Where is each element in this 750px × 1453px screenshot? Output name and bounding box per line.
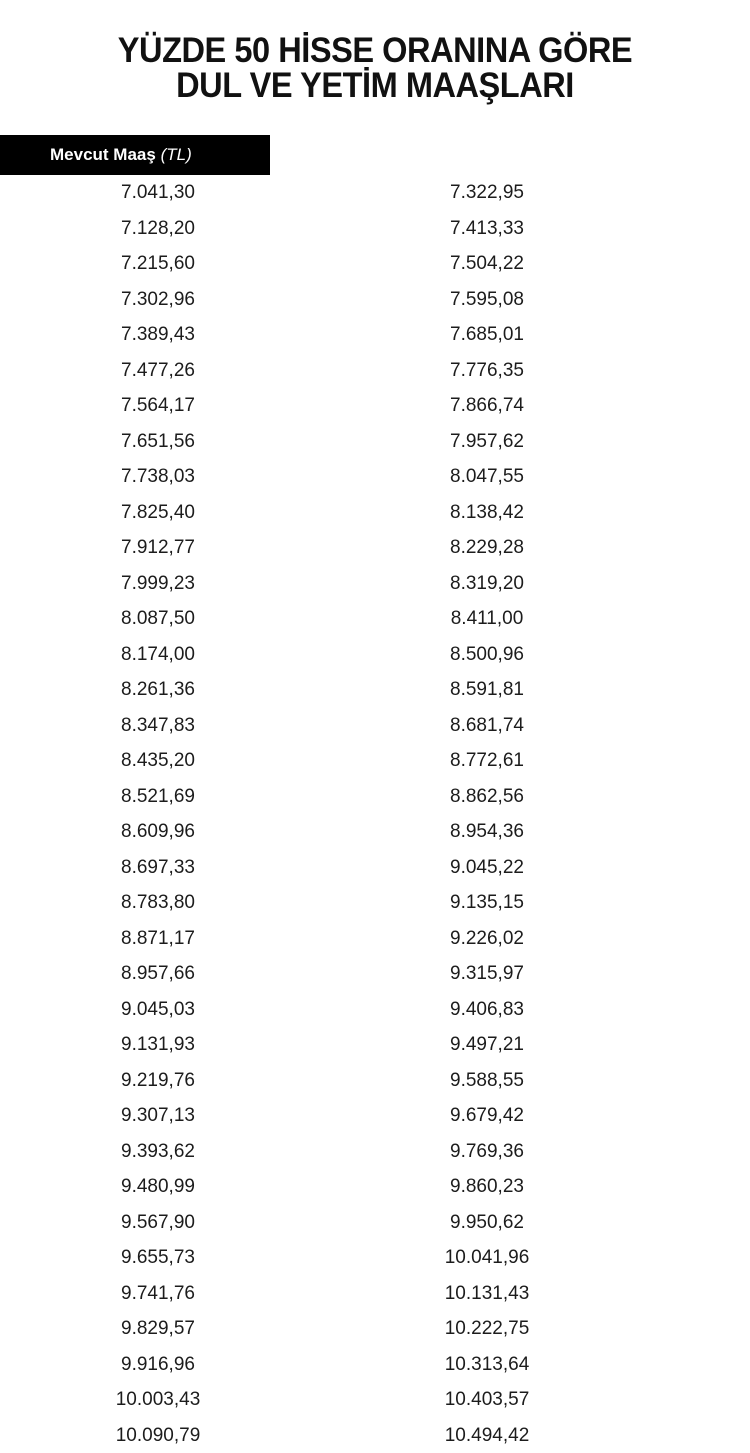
current-salary-cell: 10.090,79 bbox=[58, 1418, 258, 1453]
table-row bbox=[0, 1347, 750, 1383]
new-salary-cell: 7.685,01 bbox=[387, 317, 587, 353]
current-salary-cell: 8.521,69 bbox=[58, 779, 258, 815]
table-row bbox=[0, 1418, 750, 1453]
current-salary-cell: 8.871,17 bbox=[58, 921, 258, 957]
table-row bbox=[0, 1382, 750, 1418]
column-header-new-salary bbox=[270, 135, 750, 175]
table-row bbox=[0, 637, 750, 673]
table-row bbox=[0, 601, 750, 637]
current-salary-cell: 8.435,20 bbox=[58, 743, 258, 779]
new-salary-cell: 9.769,36 bbox=[387, 1134, 587, 1170]
new-salary-cell: 8.138,42 bbox=[387, 495, 587, 531]
new-salary-cell: 9.226,02 bbox=[387, 921, 587, 957]
new-salary-cell: 9.135,15 bbox=[387, 885, 587, 921]
table-row bbox=[0, 175, 750, 211]
current-salary-cell: 9.916,96 bbox=[58, 1347, 258, 1383]
current-salary-cell: 7.041,30 bbox=[58, 175, 258, 211]
table-row bbox=[0, 424, 750, 460]
table-row bbox=[0, 1240, 750, 1276]
new-salary-cell: 9.406,83 bbox=[387, 992, 587, 1028]
table-row bbox=[0, 779, 750, 815]
column-header-label: Mevcut Maaş bbox=[50, 145, 156, 164]
current-salary-cell: 9.393,62 bbox=[58, 1134, 258, 1170]
current-salary-cell: 7.651,56 bbox=[58, 424, 258, 460]
new-salary-cell: 8.954,36 bbox=[387, 814, 587, 850]
new-salary-cell: 8.500,96 bbox=[387, 637, 587, 673]
table-row bbox=[0, 921, 750, 957]
new-salary-cell: 7.776,35 bbox=[387, 353, 587, 389]
table-row bbox=[0, 672, 750, 708]
table-row bbox=[0, 1098, 750, 1134]
new-salary-cell: 10.313,64 bbox=[387, 1347, 587, 1383]
current-salary-cell: 10.003,43 bbox=[58, 1382, 258, 1418]
new-salary-cell: 9.679,42 bbox=[387, 1098, 587, 1134]
title-line-2: DUL VE YETİM MAAŞLARI bbox=[26, 68, 724, 103]
current-salary-cell: 9.131,93 bbox=[58, 1027, 258, 1063]
table-row bbox=[0, 1276, 750, 1312]
current-salary-cell: 8.174,00 bbox=[58, 637, 258, 673]
table-row bbox=[0, 708, 750, 744]
new-salary-cell: 10.494,42 bbox=[387, 1418, 587, 1453]
current-salary-cell: 9.829,57 bbox=[58, 1311, 258, 1347]
new-salary-cell: 7.866,74 bbox=[387, 388, 587, 424]
new-salary-cell: 10.222,75 bbox=[387, 1311, 587, 1347]
current-salary-cell: 7.215,60 bbox=[58, 246, 258, 282]
current-salary-cell: 9.307,13 bbox=[58, 1098, 258, 1134]
current-salary-cell: 7.302,96 bbox=[58, 282, 258, 318]
new-salary-cell: 10.041,96 bbox=[387, 1240, 587, 1276]
new-salary-cell: 8.047,55 bbox=[387, 459, 587, 495]
table-row bbox=[0, 1205, 750, 1241]
table-row bbox=[0, 1169, 750, 1205]
table-row bbox=[0, 459, 750, 495]
table-header bbox=[0, 135, 750, 175]
new-salary-cell: 9.045,22 bbox=[387, 850, 587, 886]
new-salary-cell: 7.957,62 bbox=[387, 424, 587, 460]
new-salary-cell: 7.322,95 bbox=[387, 175, 587, 211]
salary-table-body bbox=[0, 175, 750, 1453]
table-row bbox=[0, 956, 750, 992]
current-salary-cell: 8.261,36 bbox=[58, 672, 258, 708]
new-salary-cell: 8.772,61 bbox=[387, 743, 587, 779]
current-salary-cell: 7.912,77 bbox=[58, 530, 258, 566]
new-salary-cell: 7.413,33 bbox=[387, 211, 587, 247]
table-row bbox=[0, 211, 750, 247]
current-salary-cell: 9.567,90 bbox=[58, 1205, 258, 1241]
current-salary-cell: 7.564,17 bbox=[58, 388, 258, 424]
current-salary-cell: 7.128,20 bbox=[58, 211, 258, 247]
table-row bbox=[0, 317, 750, 353]
table-row bbox=[0, 282, 750, 318]
table-row bbox=[0, 530, 750, 566]
table-row bbox=[0, 495, 750, 531]
new-salary-cell: 9.950,62 bbox=[387, 1205, 587, 1241]
table-row bbox=[0, 814, 750, 850]
new-salary-cell: 8.229,28 bbox=[387, 530, 587, 566]
new-salary-cell: 9.497,21 bbox=[387, 1027, 587, 1063]
current-salary-cell: 7.477,26 bbox=[58, 353, 258, 389]
current-salary-cell: 8.783,80 bbox=[58, 885, 258, 921]
current-salary-cell: 7.999,23 bbox=[58, 566, 258, 602]
current-salary-cell: 9.741,76 bbox=[58, 1276, 258, 1312]
current-salary-cell: 9.045,03 bbox=[58, 992, 258, 1028]
page-title bbox=[26, 33, 724, 103]
table-row bbox=[0, 850, 750, 886]
table-row bbox=[0, 566, 750, 602]
table-row bbox=[0, 992, 750, 1028]
column-header-current-salary bbox=[0, 135, 270, 175]
current-salary-cell: 7.389,43 bbox=[58, 317, 258, 353]
new-salary-cell: 8.591,81 bbox=[387, 672, 587, 708]
new-salary-cell: 8.411,00 bbox=[387, 601, 587, 637]
new-salary-cell: 8.862,56 bbox=[387, 779, 587, 815]
table-row bbox=[0, 885, 750, 921]
table-row bbox=[0, 743, 750, 779]
current-salary-cell: 7.825,40 bbox=[58, 495, 258, 531]
table-row bbox=[0, 246, 750, 282]
current-salary-cell: 8.697,33 bbox=[58, 850, 258, 886]
table-row bbox=[0, 1063, 750, 1099]
title-line-1: YÜZDE 50 HİSSE ORANINA GÖRE bbox=[26, 33, 724, 68]
current-salary-cell: 9.480,99 bbox=[58, 1169, 258, 1205]
table-row bbox=[0, 1311, 750, 1347]
new-salary-cell: 8.681,74 bbox=[387, 708, 587, 744]
table-row bbox=[0, 1134, 750, 1170]
column-header-unit: (TL) bbox=[161, 145, 192, 164]
table-row bbox=[0, 388, 750, 424]
current-salary-cell: 8.087,50 bbox=[58, 601, 258, 637]
current-salary-cell: 9.219,76 bbox=[58, 1063, 258, 1099]
current-salary-cell: 8.957,66 bbox=[58, 956, 258, 992]
table-row bbox=[0, 353, 750, 389]
current-salary-cell: 7.738,03 bbox=[58, 459, 258, 495]
new-salary-cell: 9.860,23 bbox=[387, 1169, 587, 1205]
new-salary-cell: 8.319,20 bbox=[387, 566, 587, 602]
new-salary-cell: 9.588,55 bbox=[387, 1063, 587, 1099]
new-salary-cell: 9.315,97 bbox=[387, 956, 587, 992]
table-row bbox=[0, 1027, 750, 1063]
current-salary-cell: 9.655,73 bbox=[58, 1240, 258, 1276]
new-salary-cell: 7.504,22 bbox=[387, 246, 587, 282]
current-salary-cell: 8.347,83 bbox=[58, 708, 258, 744]
current-salary-cell: 8.609,96 bbox=[58, 814, 258, 850]
new-salary-cell: 10.403,57 bbox=[387, 1382, 587, 1418]
new-salary-cell: 7.595,08 bbox=[387, 282, 587, 318]
new-salary-cell: 10.131,43 bbox=[387, 1276, 587, 1312]
